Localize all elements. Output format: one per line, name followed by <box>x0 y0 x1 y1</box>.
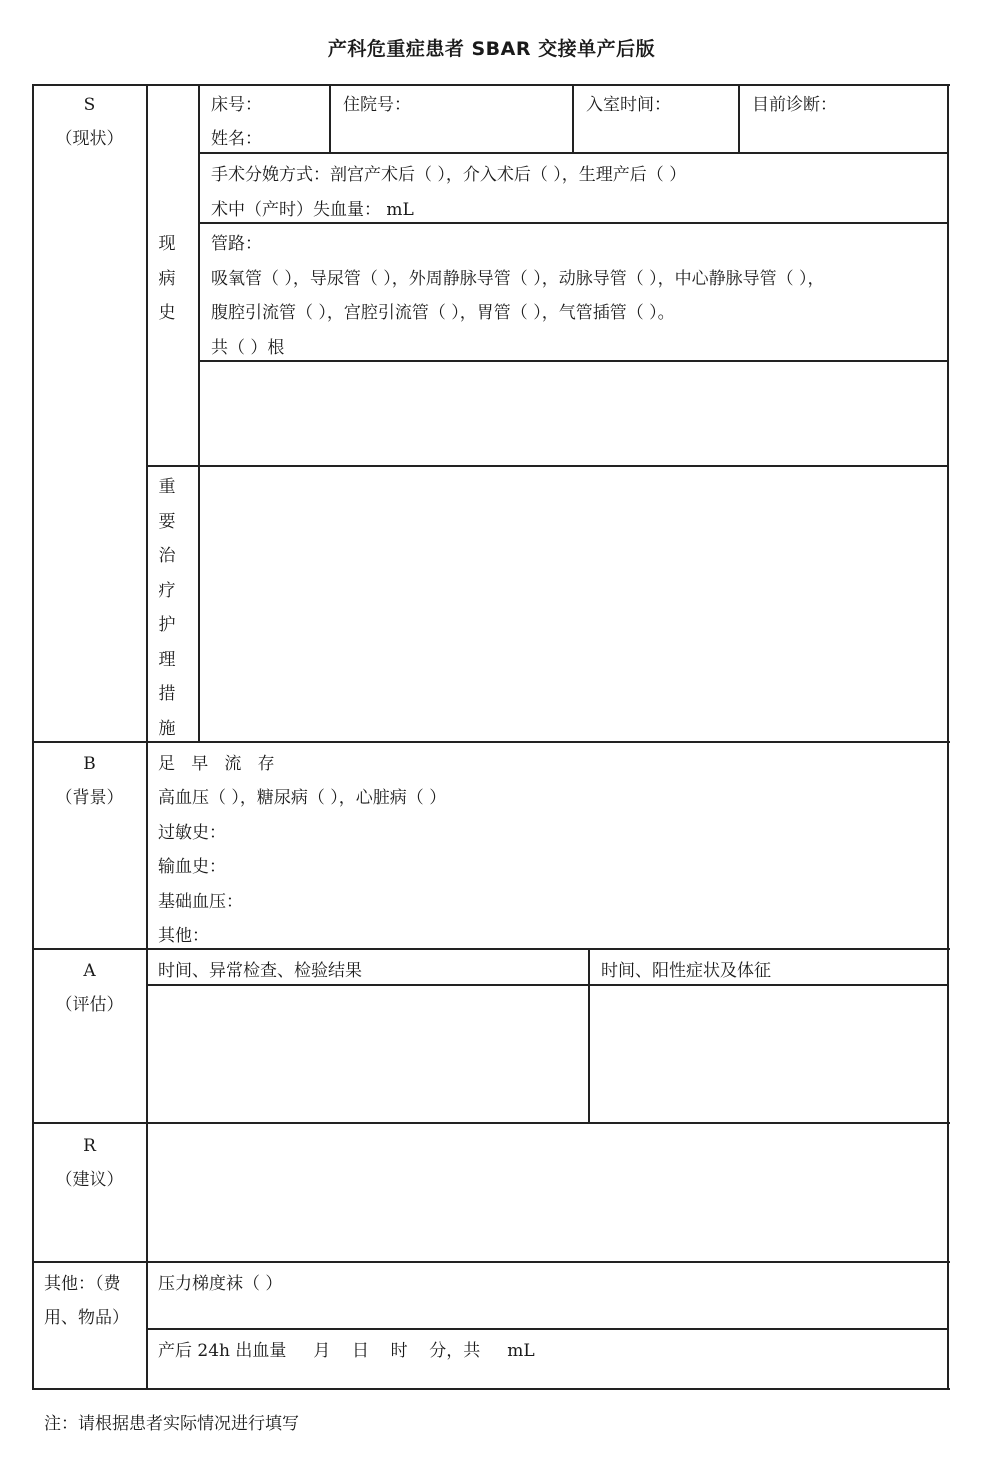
r-letter: R <box>83 1136 96 1156</box>
b-other-line: 其他： <box>158 926 209 946</box>
table-border-left <box>32 84 34 1390</box>
col-divider-s-label <box>198 84 200 743</box>
footer-note: 注：请根据患者实际情况进行填写 <box>44 1414 299 1434</box>
table-border-bottom <box>32 1388 950 1390</box>
b-letter: B <box>83 754 96 774</box>
tubes-line-2: 腹腔引流管（ ），宫腔引流管（ ），胃管（ ），气管插管（ ）。 <box>211 303 675 323</box>
col-divider-s-header-1 <box>329 84 331 154</box>
bed-number-field: 床号： <box>211 95 262 115</box>
a-section-name: （评估） <box>55 995 124 1015</box>
tubes-label: 管路： <box>211 234 262 254</box>
col-divider-main <box>146 84 148 1390</box>
divider-s-measures <box>146 465 949 467</box>
divider-b-a <box>32 948 950 950</box>
admission-number-field: 住院号： <box>343 95 411 115</box>
disease-history-line: 高血压（ ），糖尿病（ ），心脏病（ ） <box>158 788 447 808</box>
allergy-history-line: 过敏史： <box>158 823 226 843</box>
divider-s-row3 <box>198 360 949 362</box>
col-divider-a <box>588 948 590 1124</box>
transfusion-history-line: 输血史： <box>158 857 226 877</box>
current-diagnosis-field: 目前诊断： <box>752 95 837 115</box>
tubes-line-1: 吸氧管（ ），导尿管（ ），外周静脉导管（ ），动脉导管（ ），中心静脉导管（ ）， <box>211 269 825 289</box>
other-label-line-2: 用、物品） <box>44 1308 129 1328</box>
delivery-method-line: 手术分娩方式：剖宫产术后（ ），介入术后（ ），生理产后（ ） <box>211 165 687 185</box>
room-entry-time-field: 入室时间： <box>586 95 671 115</box>
postpartum-bleeding-line: 产后 24h 出血量 月 日 时 分，共 mL <box>158 1341 535 1361</box>
divider-a-r <box>32 1122 950 1124</box>
basic-bp-line: 基础血压： <box>158 892 243 912</box>
pressure-stockings-line: 压力梯度袜（ ） <box>158 1274 283 1294</box>
patient-name-field: 姓名： <box>211 129 262 149</box>
b-section-name: （背景） <box>55 788 124 808</box>
a-column-header-results: 时间、异常检查、检验结果 <box>158 961 362 981</box>
other-label-line-1: 其他：（费 <box>44 1274 121 1294</box>
s-letter: S <box>83 95 96 115</box>
present-history-label: 现 病 史 <box>158 234 176 323</box>
divider-a-header <box>146 984 949 986</box>
divider-other-row <box>146 1328 949 1330</box>
tubes-total: 共（ ）根 <box>211 338 285 358</box>
divider-s-row2 <box>198 222 949 224</box>
pregnancy-history-line: 足 早 流 存 <box>158 754 275 774</box>
a-letter: A <box>83 961 96 981</box>
r-section-name: （建议） <box>55 1170 124 1190</box>
col-divider-s-header-2 <box>572 84 574 154</box>
col-divider-s-header-3 <box>738 84 740 154</box>
page-title: 产科危重症患者 SBAR 交接单产后版 <box>327 38 656 60</box>
s-section-name: （现状） <box>55 129 124 149</box>
table-border-right <box>947 84 949 1390</box>
table-border-top <box>32 84 950 86</box>
blood-loss-line: 术中（产时）失血量： mL <box>211 200 414 220</box>
key-measures-label: 重 要 治 疗 护 理 措 施 <box>158 477 176 739</box>
a-column-header-symptoms: 时间、阳性症状及体征 <box>601 961 771 981</box>
divider-r-other <box>32 1261 950 1263</box>
